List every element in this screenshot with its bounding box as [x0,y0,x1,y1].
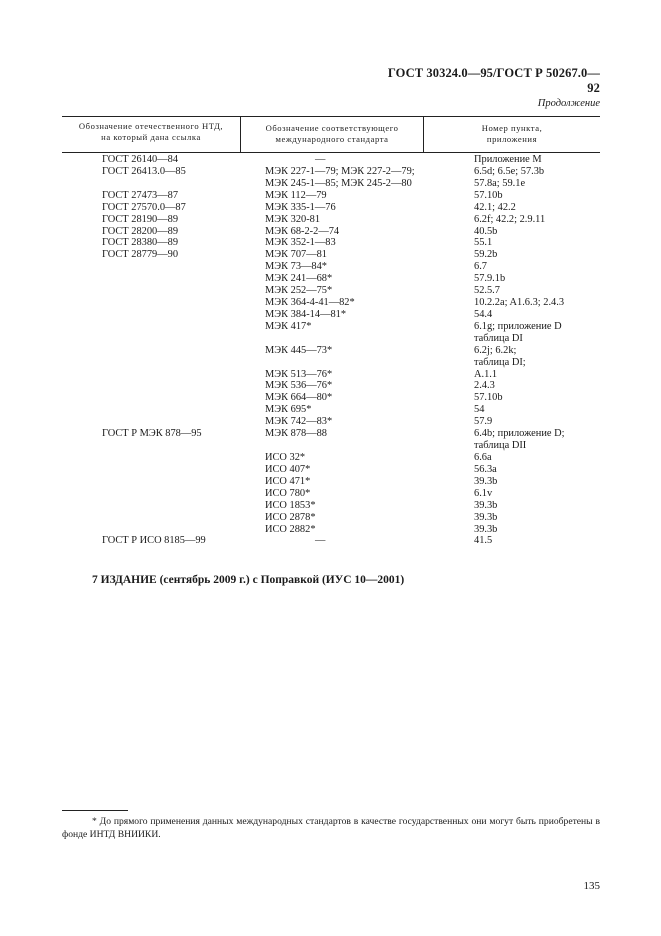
cell-clause: 6.4b; приложение D; [474,428,565,440]
cell-clause: таблица DI; [474,356,526,368]
cell-clause: таблица DII [474,440,527,452]
cell-international: МЭК 352-1—83 [265,237,336,249]
cell-clause: 57.9.1b [474,273,506,285]
cell-international: МЭК 384-14—81* [265,308,347,320]
cell-ntd: ГОСТ 28190—89 [102,213,179,225]
cell-clause: таблица DI [474,332,523,344]
cell-clause: 6.1v [474,487,493,499]
cell-ntd: ГОСТ 26413.0—85 [102,165,186,177]
cell-international: МЭК 68-2-2—74 [265,225,340,237]
cell-international: ИСО 780* [265,487,311,499]
column-header-international: Обозначение соответствующего международного стандарта [265,123,399,144]
cell-ntd: ГОСТ 28380—89 [102,237,179,249]
edition-note: 7 ИЗДАНИЕ (сентябрь 2009 г.) с Поправкой (ИУС 10—2001) [92,574,405,586]
cell-international: МЭК 878—88 [265,428,327,440]
cell-clause: 55.1 [474,237,493,249]
cell-ntd: ГОСТ 27570.0—87 [102,201,186,213]
cell-international: МЭК 227-1—79; МЭК 227-2—79; [265,165,415,177]
cell-clause: 39.3b [474,511,498,523]
cell-clause: 57.9 [474,416,493,428]
cell-international: МЭК 320-81 [265,213,321,225]
cell-clause: 2.4.3 [474,380,495,392]
cell-international: ИСО 471* [265,475,311,487]
cell-clause: 6.1g; приложение D [474,320,562,332]
cell-international: ИСО 2882* [265,523,316,535]
cell-clause: Приложение М [474,154,542,165]
cell-international: МЭК 245-1—85; МЭК 245-2—80 [265,177,412,189]
cell-clause: 6.2j; 6.2k; [474,344,517,356]
cell-international: ИСО 2878* [265,511,316,523]
footnote-rule [62,810,128,811]
cell-clause: A.1.1 [474,368,498,380]
cell-international: МЭК 241—68* [265,273,333,285]
cell-international: МЭК 73—84* [265,261,327,273]
cell-clause: 59.2b [474,249,498,261]
cell-clause: 6.7 [474,261,487,273]
cell-clause: 57.10b [474,189,503,201]
cell-ntd: ГОСТ 28779—90 [102,249,179,261]
cell-clause: 41.5 [474,535,493,547]
cell-international: — [315,535,326,547]
document-title: ГОСТ 30324.0—95/ГОСТ Р 50267.0—92 [387,66,600,95]
cell-ntd: ГОСТ 26140—84 [102,154,179,165]
cell-international: МЭК 252—75* [265,285,333,297]
continuation-label: Продолжение [537,98,600,109]
cell-ntd: ГОСТ 27473—87 [102,189,179,201]
cell-international: МЭК 445—73* [265,344,333,356]
table-header-rule [62,152,600,153]
cell-clause: 6.6a [474,452,492,463]
cell-clause: 57.10b [474,392,503,404]
cell-international: МЭК 536—76* [265,380,333,392]
cell-ntd: ГОСТ 28200—89 [102,225,179,237]
cell-clause: 40.5b [474,225,498,237]
column-header-ntd: Обозначение отечественного НТД, на который дана ссылка [78,121,224,142]
cell-international: ИСО 1853* [265,499,316,511]
cell-international: МЭК 742—83* [265,416,333,428]
cell-clause: 56.3a [474,463,497,475]
page-number: 135 [583,880,600,892]
cell-clause: 52.5.7 [474,285,500,297]
table-top-rule [62,116,600,117]
cell-clause: 57.8a; 59.1e [474,177,526,189]
cell-international: МЭК 707—81 [265,249,327,261]
cell-clause: 39.3b [474,475,498,487]
cell-international: ИСО 32* [265,452,306,463]
cell-clause: 42.1; 42.2 [474,201,516,213]
footnote: * До прямого применения данных международных стандартов в качестве государственных они могут быть приобретены в фонде ИНТД ВНИИКИ. [62,816,600,840]
cell-international: МЭК 513—76* [265,368,333,380]
cell-international: МЭК 335-1—76 [265,201,336,213]
cell-clause: 54 [474,404,485,416]
cell-clause: 39.3b [474,499,498,511]
cell-international: МЭК 112—79 [265,189,327,201]
cell-ntd: ГОСТ Р ИСО 8185—99 [102,535,206,547]
column-header-clause: Номер пункта, приложения [481,123,543,144]
cell-clause: 6.2f; 42.2; 2.9.11 [474,213,546,225]
cell-clause: 10.2.2a; A1.6.3; 2.4.3 [474,297,565,309]
cell-ntd: ГОСТ Р МЭК 878—95 [102,428,202,440]
cell-international: МЭК 695* [265,404,312,416]
cell-international: МЭК 364-4-41—82* [265,297,355,309]
cell-international: МЭК 417* [265,320,312,332]
cell-clause: 39.3b [474,523,498,535]
cell-international: ИСО 407* [265,463,311,475]
cell-clause: 54.4 [474,308,493,320]
cell-international: — [315,154,326,165]
cell-clause: 6.5d; 6.5e; 57.3b [474,165,545,177]
cell-international: МЭК 664—80* [265,392,333,404]
